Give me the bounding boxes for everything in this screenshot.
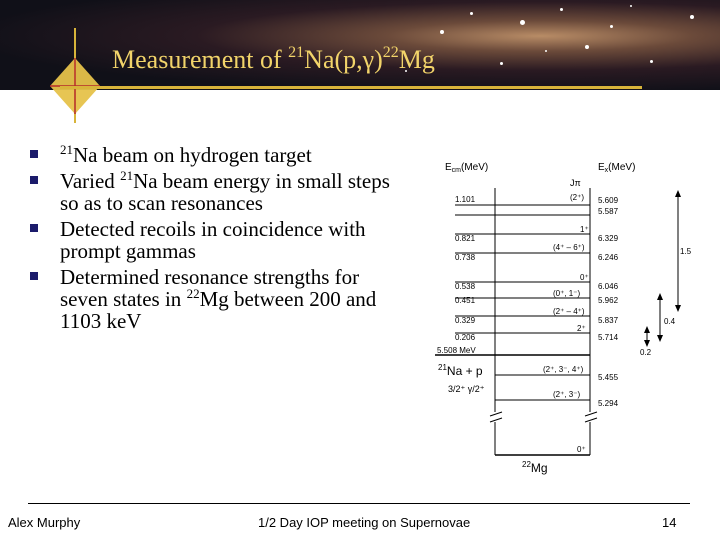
title-underline xyxy=(60,86,642,89)
axis-break xyxy=(490,418,502,422)
ex-label: 5.714 xyxy=(598,333,619,342)
jpi-label: 0⁺ xyxy=(580,273,589,282)
ex-label: 5.837 xyxy=(598,316,619,325)
jpi-label: (0⁺, 1⁻) xyxy=(553,289,581,298)
bullet-item: Detected recoils in coincidence with prompt gammas xyxy=(30,218,410,262)
jpi-label: 2⁺ xyxy=(577,324,586,333)
decorative-star-logo xyxy=(40,28,110,123)
ex-label: 5.455 xyxy=(598,373,619,382)
bullet-square-icon xyxy=(30,176,38,184)
ecm-label: 1.101 xyxy=(455,195,476,204)
jpi-header: Jπ xyxy=(570,178,581,188)
ecm-label: 0.821 xyxy=(455,234,476,243)
ecm-label: 0.329 xyxy=(455,316,476,325)
footer-author: Alex Murphy xyxy=(8,515,81,530)
scale-label: 1.5 xyxy=(680,247,692,256)
ecm-label: 0.538 xyxy=(455,282,476,291)
threshold-label: 5.508 MeV xyxy=(437,346,476,355)
jpi-label: 0⁺ xyxy=(577,445,586,454)
ecm-label: 0.451 xyxy=(455,296,476,305)
bullet-square-icon xyxy=(30,150,38,158)
jpi-label: (2⁺ – 4⁺) xyxy=(553,307,585,316)
ex-header: $E_x(MeV)$ xyxy=(598,162,636,174)
bullet-square-icon xyxy=(30,272,38,280)
ex-label: 5.609 xyxy=(598,196,619,205)
bullet-item: $^{21}$Na beam on hydrogen target xyxy=(30,144,410,166)
ex-label: 6.246 xyxy=(598,253,619,262)
bullet-square-icon xyxy=(30,224,38,232)
mg-label: $^{22}$Mg xyxy=(522,460,548,475)
bullet-item: Determined resonance strengths for seven states in $^{22}$Mg between 200 and 1103 keV xyxy=(30,266,410,332)
bullet-item: Varied $^{21}$Na beam energy in small steps so as to scan resonances xyxy=(30,170,410,214)
ex-label: 5.587 xyxy=(598,207,619,216)
axis-break xyxy=(585,418,597,422)
ecm-label: 0.206 xyxy=(455,333,476,342)
jpi-label: (4⁺ – 6⁺) xyxy=(553,243,585,252)
slide-title: Measurement of $^{21}Na(p,\gamma)^{22}Mg$ xyxy=(112,44,435,74)
gamma-label: 3/2⁺ γ/2⁺ xyxy=(448,384,485,394)
bullet-list xyxy=(30,144,410,336)
na-p-label: $^{21}$Na + p xyxy=(438,363,483,378)
jpi-label: (2⁺, 3⁻) xyxy=(553,390,581,399)
footer-page-number: 14 xyxy=(662,515,677,530)
footer-divider xyxy=(28,503,690,504)
axis-break xyxy=(490,412,502,416)
footer-meeting: 1/2 Day IOP meeting on Supernovae xyxy=(258,515,471,530)
ex-label: 5.294 xyxy=(598,399,619,408)
jpi-label: (2⁺, 3⁻, 4⁺) xyxy=(543,365,584,374)
ecm-label: 0.738 xyxy=(455,253,476,262)
scale-label: 0.4 xyxy=(664,317,676,326)
level-scheme-diagram xyxy=(420,150,710,480)
jpi-label: 1⁺ xyxy=(580,225,589,234)
jpi-label: (2⁺) xyxy=(570,193,584,202)
ex-label: 6.046 xyxy=(598,282,619,291)
ex-label: 5.962 xyxy=(598,296,619,305)
ex-label: 6.329 xyxy=(598,234,619,243)
axis-break xyxy=(585,412,597,416)
ecm-header: $E_{cm}(MeV)$ xyxy=(445,162,489,174)
scale-label: 0.2 xyxy=(640,348,652,357)
